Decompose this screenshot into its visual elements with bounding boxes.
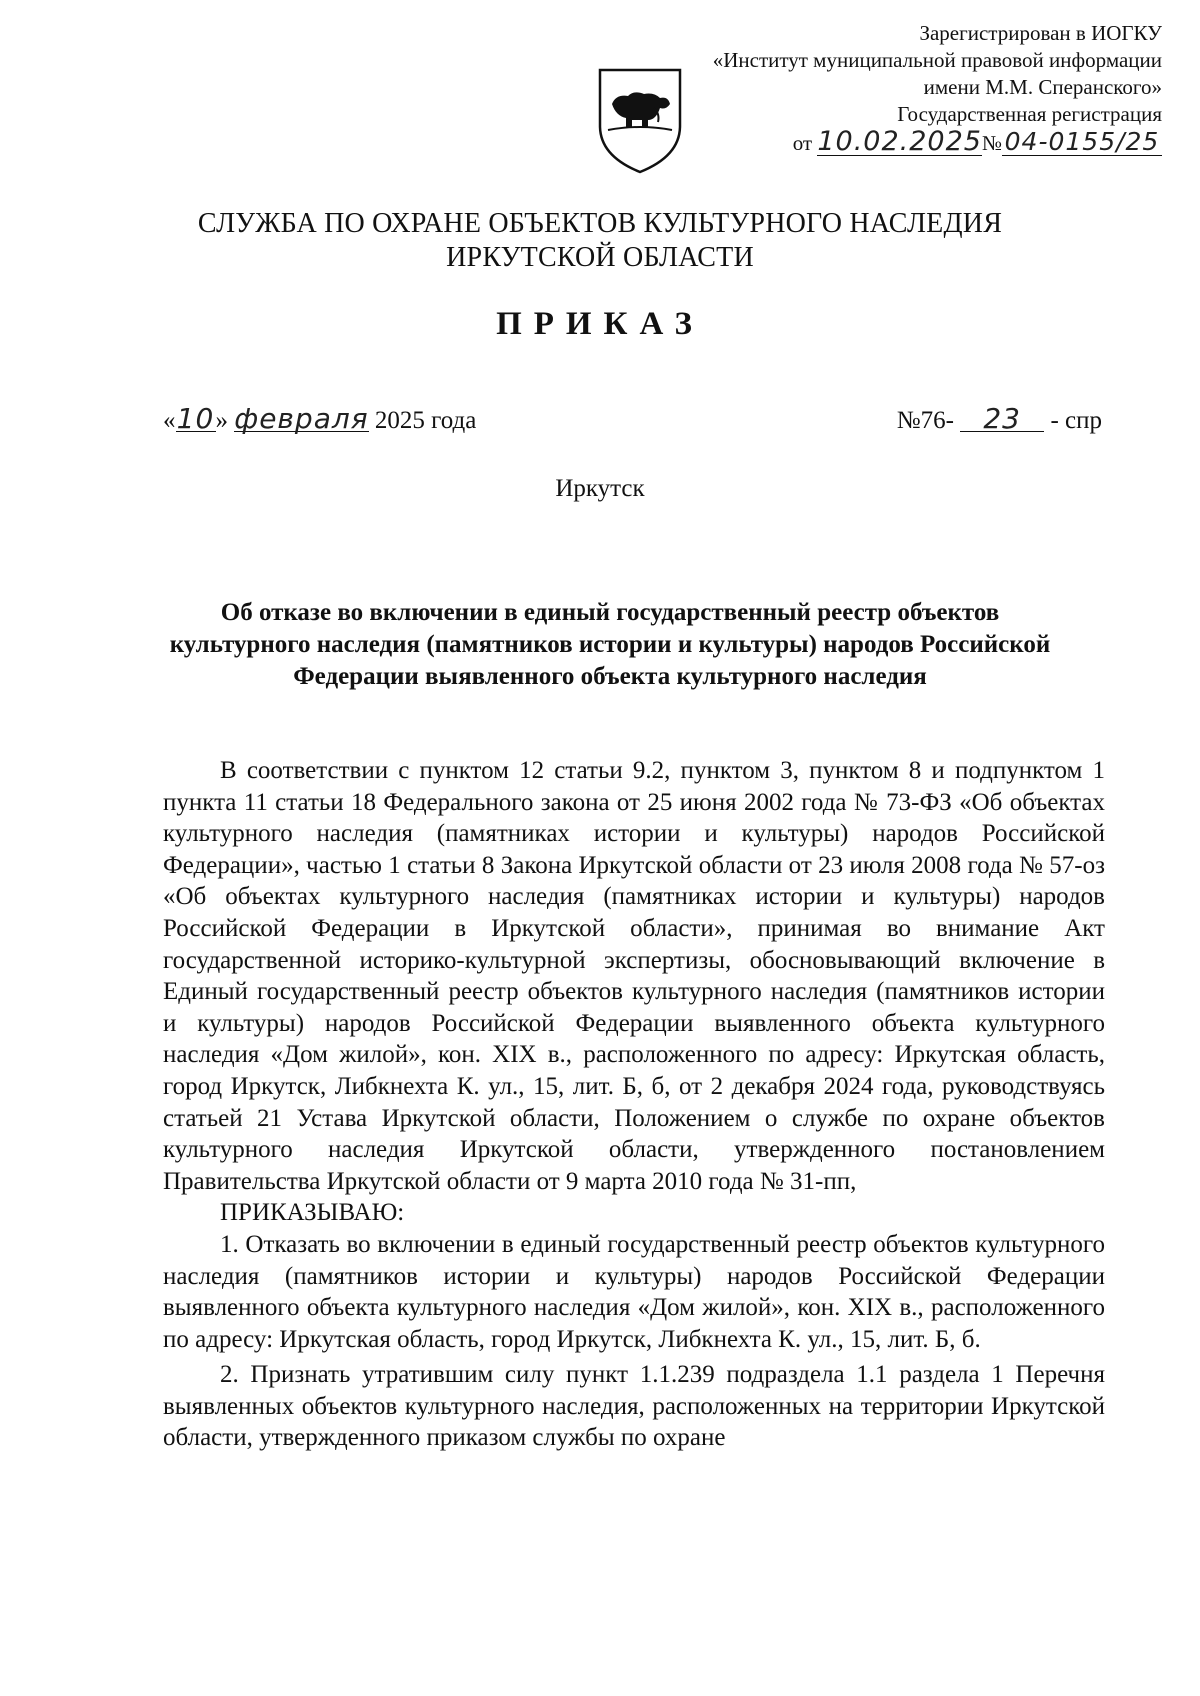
order-item-1: 1. Отказать во включении в единый государственный реестр объектов культурного наследия (памятников истории и культуры) народов Российской Федерации выявленного объекта культурного наследия «Дом жилой», кон. XIX в., расположенного по адресу: Иркутская область, город Иркутск, Либкнехта К. ул., 15, лит. Б, б. <box>163 1230 1105 1353</box>
document-body <box>163 755 1105 1454</box>
order-date-open-quote: « <box>163 407 176 434</box>
registration-number-handwritten: 04-0155/25 <box>1002 128 1162 156</box>
agency-name-line-2: ИРКУТСКОЙ ОБЛАСТИ <box>446 242 754 273</box>
agency-name <box>0 207 1200 275</box>
document-type-heading: ПРИКАЗ <box>496 306 704 342</box>
order-date-year: 2025 года <box>374 407 477 434</box>
order-date <box>163 402 477 435</box>
order-number <box>896 402 1102 435</box>
city: Иркутск <box>555 475 645 502</box>
registration-line-1: Зарегистрирован в ИОГКУ <box>919 21 1162 45</box>
registration-stamp <box>602 20 1162 157</box>
registration-line-3: имени М.М. Сперанского» <box>923 75 1162 99</box>
order-word: ПРИКАЗЫВАЮ: <box>220 1199 405 1227</box>
registration-number-sign: № <box>981 131 1002 155</box>
agency-name-line-1: СЛУЖБА ПО ОХРАНЕ ОБЪЕКТОВ КУЛЬТУРНОГО НАСЛЕДИЯ <box>197 208 1003 239</box>
preamble-paragraph: В соответствии с пунктом 12 статьи 9.2, пунктом 3, пунктом 8 и подпунктом 1 пункта 11 статьи 18 Федерального закона от 25 июня 2002 года № 73-ФЗ «Об объектах культурного наследия (памятниках истории и культуры) народов Российской Федерации», частью 1 статьи 8 Закона Иркутской области от 23 июля 2008 года № 57-оз «Об объектах культурного наследия (памятниках истории и культуры) народов Российской Федерации в Иркутской области», принимая во внимание Акт государственной историко-культурной экспертизы, обосновывающий включение в Единый государственный реестр объектов культурного наследия (памятников истории и культуры) народов Российской Федерации выявленного объекта культурного наследия «Дом жилой», кон. XIX в., расположенного по адресу: Иркутская область, город Иркутск, Либкнехта К. ул., 15, лит. Б, б, от 2 декабря 2024 года, руководствуясь статьей 21 Устава Иркутской области, Положением о службе по охране объектов культурного наследия Иркутской области, утвержденного постановлением Правительства Иркутской области от 9 марта 2010 года № 31-пп, <box>163 757 1105 1195</box>
registration-line-2: «Институт муниципальной правовой информации <box>712 48 1162 72</box>
registration-date-handwritten: 10.02.2025 <box>817 126 982 157</box>
registration-date-line <box>602 128 1162 157</box>
order-date-close-quote: » <box>215 407 228 434</box>
document-title: Об отказе во включении в единый государственный реестр объектов культурного наследия (памятников истории и культуры) народов Российской Федерации выявленного объекта культурного наследия <box>169 599 1051 690</box>
registration-prefix: от <box>792 131 813 155</box>
order-date-month-handwritten: февраля <box>234 402 369 435</box>
irkutsk-coat-of-arms-icon <box>594 64 686 176</box>
order-number-suffix: - спр <box>1050 407 1102 434</box>
order-item-2: 2. Признать утратившим силу пункт 1.1.239 подраздела 1.1 раздела 1 Перечня выявленных объектов культурного наследия, расположенных на территории Иркутской области, утвержденного приказом службы по охране <box>163 1361 1105 1452</box>
order-number-prefix: №76- <box>896 407 954 434</box>
order-number-handwritten: 23 <box>960 407 1044 432</box>
order-date-day-handwritten: 10 <box>176 402 215 435</box>
registration-line-4: Государственная регистрация <box>897 102 1162 126</box>
